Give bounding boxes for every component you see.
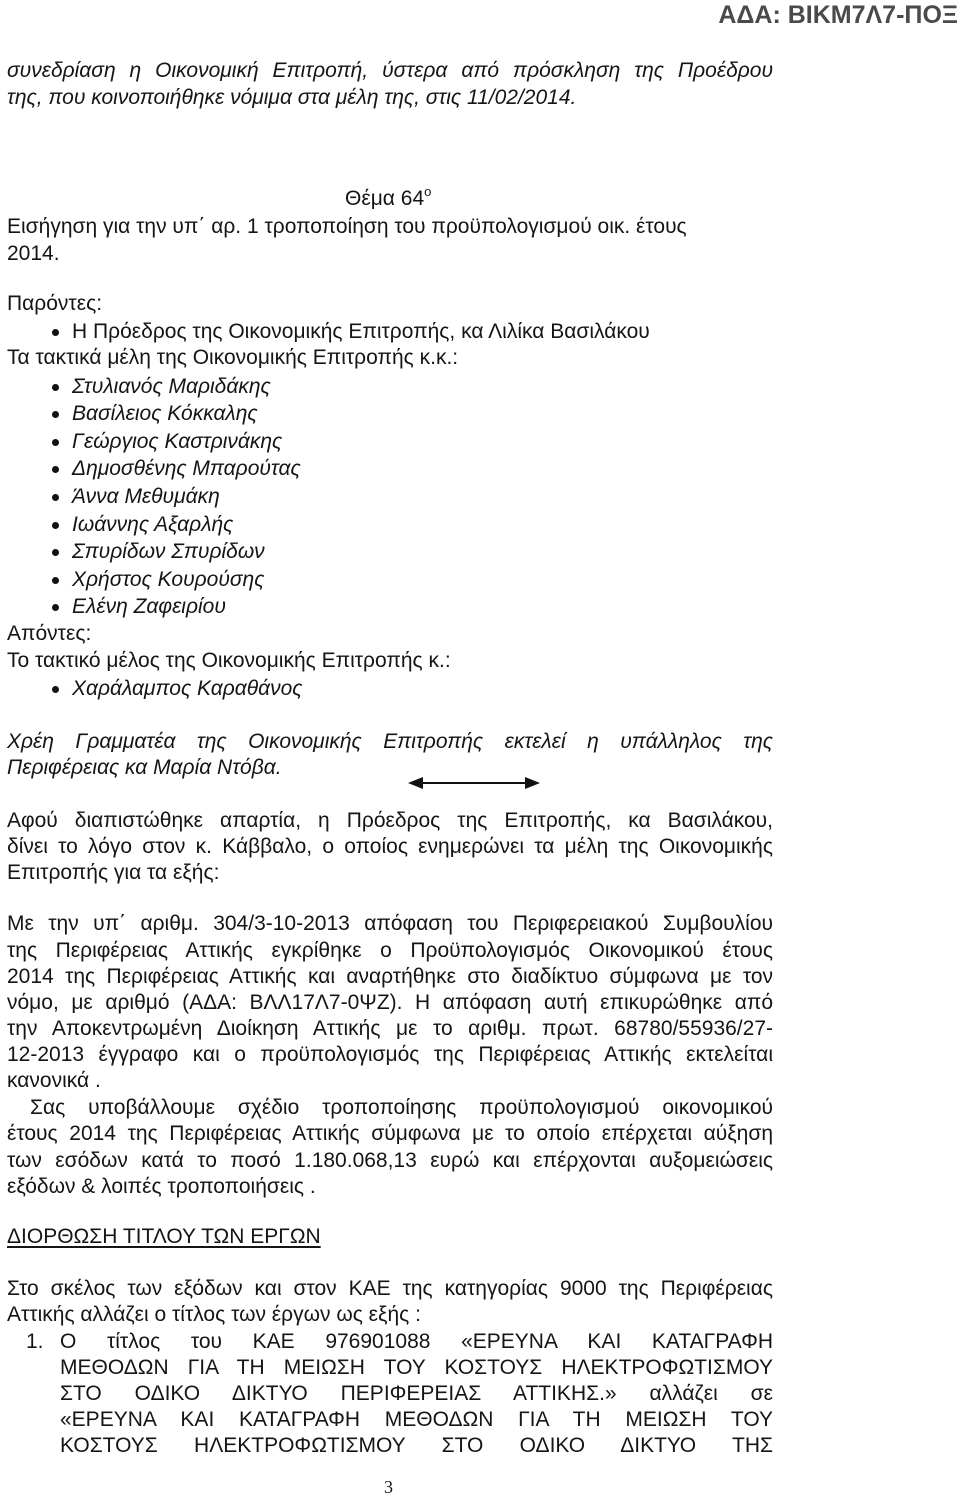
bullet-icon xyxy=(52,522,59,529)
report-line: Με την υπ΄ αριθμ. 304/3-10-2013 απόφαση του Περιφερειακού Συμβουλίου xyxy=(7,912,773,935)
bullet-icon xyxy=(52,411,59,418)
bullet-icon xyxy=(52,686,59,693)
expenses-line: Αττικής αλλάζει ο τίτλος των έργων ως εξής : xyxy=(7,1303,421,1326)
secretary-line: Χρέη Γραμματέα της Οικονομικής Επιτροπής εκτελεί η υπάλληλος της xyxy=(7,730,773,753)
item-line: «ΕΡΕΥΝΑ ΚΑΙ ΚΑΤΑΓΡΑΦΗ ΜΕΘΟΔΩΝ ΓΙΑ ΤΗ ΜΕΙΩΣΗ ΤΟΥ xyxy=(60,1408,773,1431)
bullet-icon xyxy=(52,604,59,611)
page-number: 3 xyxy=(384,1477,393,1497)
bullet-icon xyxy=(52,466,59,473)
chair-entry: Η Πρόεδρος της Οικονομικής Επιτροπής, κα Λιλίκα Βασιλάκου xyxy=(72,320,650,343)
absent-member-name: Χαράλαμπος Καραθάνος xyxy=(72,677,303,700)
members-heading: Τα τακτικά μέλη της Οικονομικής Επιτροπής κ.κ.: xyxy=(7,346,459,369)
member-name: Άννα Μεθυμάκη xyxy=(72,485,220,508)
opening-line: Επιτροπής για τα εξής: xyxy=(7,861,220,884)
member-name: Γεώργιος Καστρινάκης xyxy=(72,430,283,453)
absent-heading: Απόντες: xyxy=(7,622,92,645)
bullet-icon xyxy=(52,577,59,584)
bullet-icon xyxy=(52,329,59,336)
subject-label: Θέμα 64 xyxy=(345,187,425,210)
document-ada-id: ΑΔΑ: ΒΙΚΜ7Λ7-ΠΟΞ xyxy=(718,1,958,29)
report-line: την Αποκεντρωμένη Διοίκηση Αττικής με το αριθμ. πρωτ. 68780/55936/27- xyxy=(7,1017,773,1040)
intro-line: συνεδρίαση η Οικονομική Επιτροπή, ύστερα από πρόσκληση της Προέδρου xyxy=(7,59,773,82)
bullet-icon xyxy=(52,439,59,446)
member-name: Σπυρίδων Σπυρίδων xyxy=(72,540,265,563)
report-line: της Περιφέρειας Αττικής εγκρίθηκε ο Προϋπολογισμός Οικονομικού έτους xyxy=(7,939,773,962)
intro-line: της, που κοινοποιήθηκε νόμιμα στα μέλη της, στις 11/02/2014. xyxy=(7,86,577,109)
bullet-icon xyxy=(52,384,59,391)
submission-line: έτους 2014 της Περιφέρειας Αττικής σύμφωνα με το οποίο επέρχεται αύξηση xyxy=(7,1122,773,1145)
member-name: Ιωάννης Αξαρλής xyxy=(72,513,234,536)
present-heading: Παρόντες: xyxy=(7,292,103,315)
item-line: Ο τίτλος του ΚΑΕ 976901088 «ΕΡΕΥΝΑ ΚΑΙ ΚΑΤΑΓΡΑΦΗ xyxy=(60,1330,773,1353)
bullet-icon xyxy=(52,549,59,556)
member-name: Ελένη Ζαφειρίου xyxy=(72,595,226,618)
submission-line: εξόδων & λοιπές τροποποιήσεις . xyxy=(7,1175,316,1198)
member-name: Στυλιανός Μαριδάκης xyxy=(72,375,271,398)
report-line: 12-2013 έγγραφο και ο προϋπολογισμός της Περιφέρειας Αττικής εκτελείται xyxy=(7,1043,773,1066)
member-name: Δημοσθένης Μπαρούτας xyxy=(72,457,301,480)
submission-line: Σας υποβάλλουμε σχέδιο τροποποίησης προϋπολογισμού οικονομικού xyxy=(30,1096,773,1119)
report-line: 2014 της Περιφέρειας Αττικής και αναρτήθηκε στο διαδίκτυο σύμφωνα με τον xyxy=(7,965,773,988)
item-line: ΜΕΘΟΔΩΝ ΓΙΑ ΤΗ ΜΕΙΩΣΗ ΤΟΥ ΚΟΣΤΟΥΣ ΗΛΕΚΤΡΟΦΩΤΙΣΜΟΥ xyxy=(60,1356,773,1379)
subject-title xyxy=(345,186,431,212)
bullet-icon xyxy=(52,494,59,501)
report-line: νόμο, με αριθμό (ΑΔΑ: ΒΛΛ17Λ7-0ΨΖ). Η απόφαση αυτή επικυρώθηκε από xyxy=(7,991,773,1014)
section-title: ΔΙΟΡΘΩΣΗ ΤΙΤΛΟΥ ΤΩΝ ΕΡΓΩΝ xyxy=(7,1225,321,1248)
subject-ordinal: ο xyxy=(424,184,432,199)
member-name: Χρήστος Κουρούσης xyxy=(72,568,265,591)
item-line: ΣΤΟ ΟΔΙΚΟ ΔΙΚΤΥΟ ΠΕΡΙΦΕΡΕΙΑΣ ΑΤΤΙΚΗΣ.» αλλάζει σε xyxy=(60,1382,773,1405)
opening-line: Αφού διαπιστώθηκε απαρτία, η Πρόεδρος της Επιτροπής, κα Βασιλάκου, xyxy=(7,809,773,832)
subject-line: 2014. xyxy=(7,242,60,265)
subject-line: Εισήγηση για την υπ΄ αρ. 1 τροποποίηση του προϋπολογισμού οικ. έτους xyxy=(7,215,687,238)
item-number: 1. xyxy=(26,1330,44,1353)
expenses-line: Στο σκέλος των εξόδων και στον ΚΑΕ της κατηγορίας 9000 της Περιφέρειας xyxy=(7,1277,773,1300)
member-name: Βασίλειος Κόκκαλης xyxy=(72,402,258,425)
secretary-line: Περιφέρειας κα Μαρία Ντόβα. xyxy=(7,756,282,779)
absent-members-heading: Το τακτικό μέλος της Οικονομικής Επιτροπής κ.: xyxy=(7,649,451,672)
report-line: κανονικά . xyxy=(7,1069,101,1092)
item-line: ΚΟΣΤΟΥΣ ΗΛΕΚΤΡΟΦΩΤΙΣΜΟΥ ΣΤΟ ΟΔΙΚΟ ΔΙΚΤΥΟ ΤΗΣ xyxy=(60,1434,773,1457)
opening-line: δίνει το λόγο στον κ. Κάββαλο, ο οποίος ενημερώνει τα μέλη της Οικονομικής xyxy=(7,835,773,858)
submission-line: των εσόδων κατά το ποσό 1.180.068,13 ευρώ και επέρχονται αυξομειώσεις xyxy=(7,1149,773,1172)
double-arrow-icon xyxy=(408,774,540,792)
